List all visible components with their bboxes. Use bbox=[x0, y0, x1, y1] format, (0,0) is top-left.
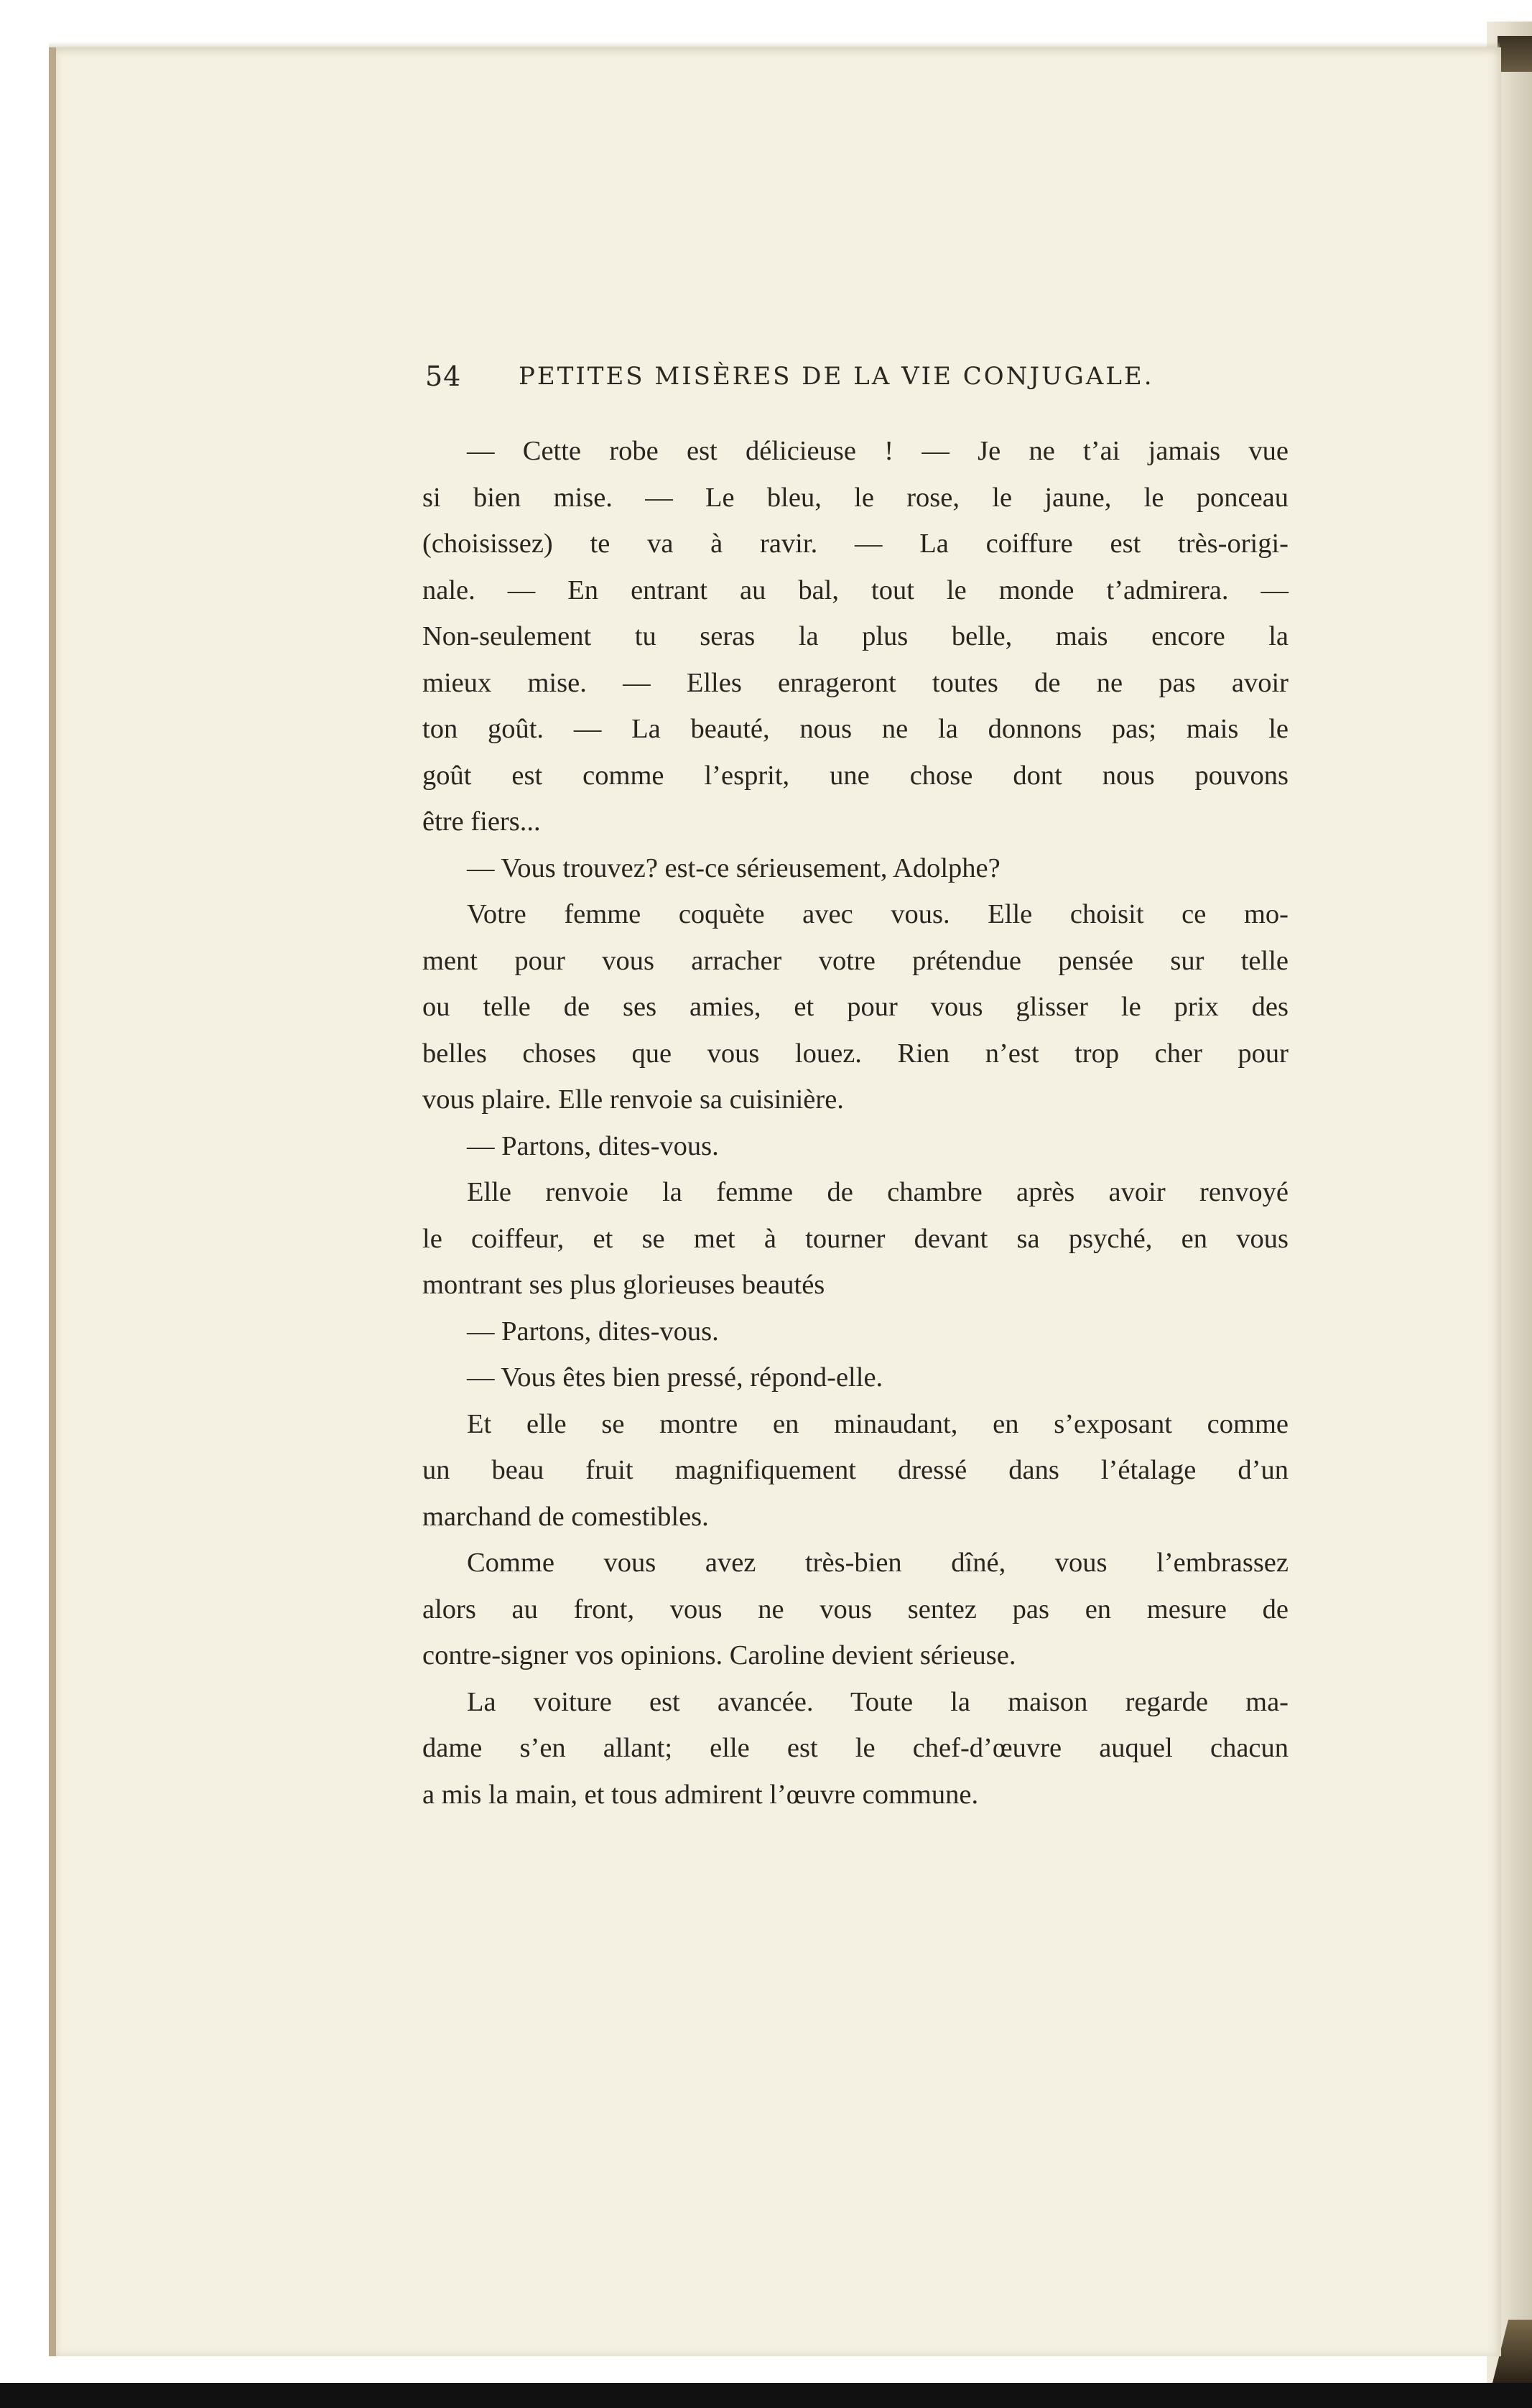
page-header bbox=[425, 361, 1287, 404]
text-line: La voiture est avancée. Toute la maison regarde ma- bbox=[467, 1686, 1289, 1717]
scan-bottom-band bbox=[0, 2383, 1532, 2408]
text-line: si bien mise. — Le bleu, le rose, le jaune, le ponceau bbox=[422, 482, 1289, 513]
text-line: — Partons, dites-vous. bbox=[467, 1130, 719, 1161]
text-line: nale. — En entrant au bal, tout le monde t’admirera. — bbox=[422, 575, 1289, 605]
text-line: Non-seulement tu seras la plus belle, mais encore la bbox=[422, 621, 1289, 651]
text-line: — Cette robe est délicieuse ! — Je ne t’ai jamais vue bbox=[467, 436, 1289, 466]
text-line: — Vous trouvez? est-ce sérieusement, Adolphe? bbox=[467, 852, 1001, 883]
text-line: a mis la main, et tous admirent l’œuvre commune. bbox=[422, 1779, 979, 1810]
text-line: belles choses que vous louez. Rien n’est trop cher pour bbox=[422, 1038, 1289, 1069]
text-line: un beau fruit magnifiquement dressé dans l’étalage d’un bbox=[422, 1455, 1289, 1485]
text-line: goût est comme l’esprit, une chose dont nous pouvons bbox=[422, 760, 1289, 791]
text-line: contre-signer vos opinions. Caroline devient sérieuse. bbox=[422, 1640, 1016, 1670]
body-text bbox=[422, 428, 1289, 1818]
text-line: alors au front, vous ne vous sentez pas en mesure de bbox=[422, 1594, 1289, 1624]
text-line: ment pour vous arracher votre prétendue pensée sur telle bbox=[422, 945, 1289, 976]
text-line: ou telle de ses amies, et pour vous glisser le prix des bbox=[422, 992, 1289, 1022]
text-line: mieux mise. — Elles enrageront toutes de ne pas avoir bbox=[422, 667, 1289, 698]
text-line: Elle renvoie la femme de chambre après avoir renvoyé bbox=[467, 1177, 1289, 1207]
text-line: vous plaire. Elle renvoie sa cuisinière. bbox=[422, 1084, 844, 1115]
text-line: ton goût. — La beauté, nous ne la donnons pas; mais le bbox=[422, 714, 1289, 744]
text-line: Comme vous avez très-bien dîné, vous l’embrassez bbox=[467, 1548, 1289, 1578]
text-line: (choisissez) te va à ravir. — La coiffure est très-origi- bbox=[422, 529, 1289, 559]
text-line: marchand de comestibles. bbox=[422, 1501, 709, 1532]
running-head: PETITES MISÈRES DE LA VIE CONJUGALE. bbox=[519, 362, 1154, 391]
text-line: — Partons, dites-vous. bbox=[467, 1316, 719, 1347]
text-line: être fiers... bbox=[422, 806, 541, 837]
binding-mark-top bbox=[1498, 36, 1532, 72]
page-number: 54 bbox=[425, 361, 462, 392]
text-line: montrant ses plus glorieuses beautés bbox=[422, 1270, 825, 1300]
text-line: — Vous êtes bien pressé, répond-elle. bbox=[467, 1362, 883, 1393]
text-line: Votre femme coquète avec vous. Elle choisit ce mo- bbox=[467, 899, 1289, 929]
text-line: dame s’en allant; elle est le chef-d’œuvre auquel chacun bbox=[422, 1733, 1289, 1763]
text-line: le coiffeur, et se met à tourner devant sa psyché, en vous bbox=[422, 1223, 1289, 1254]
text-line: Et elle se montre en minaudant, en s’exposant comme bbox=[467, 1408, 1289, 1439]
